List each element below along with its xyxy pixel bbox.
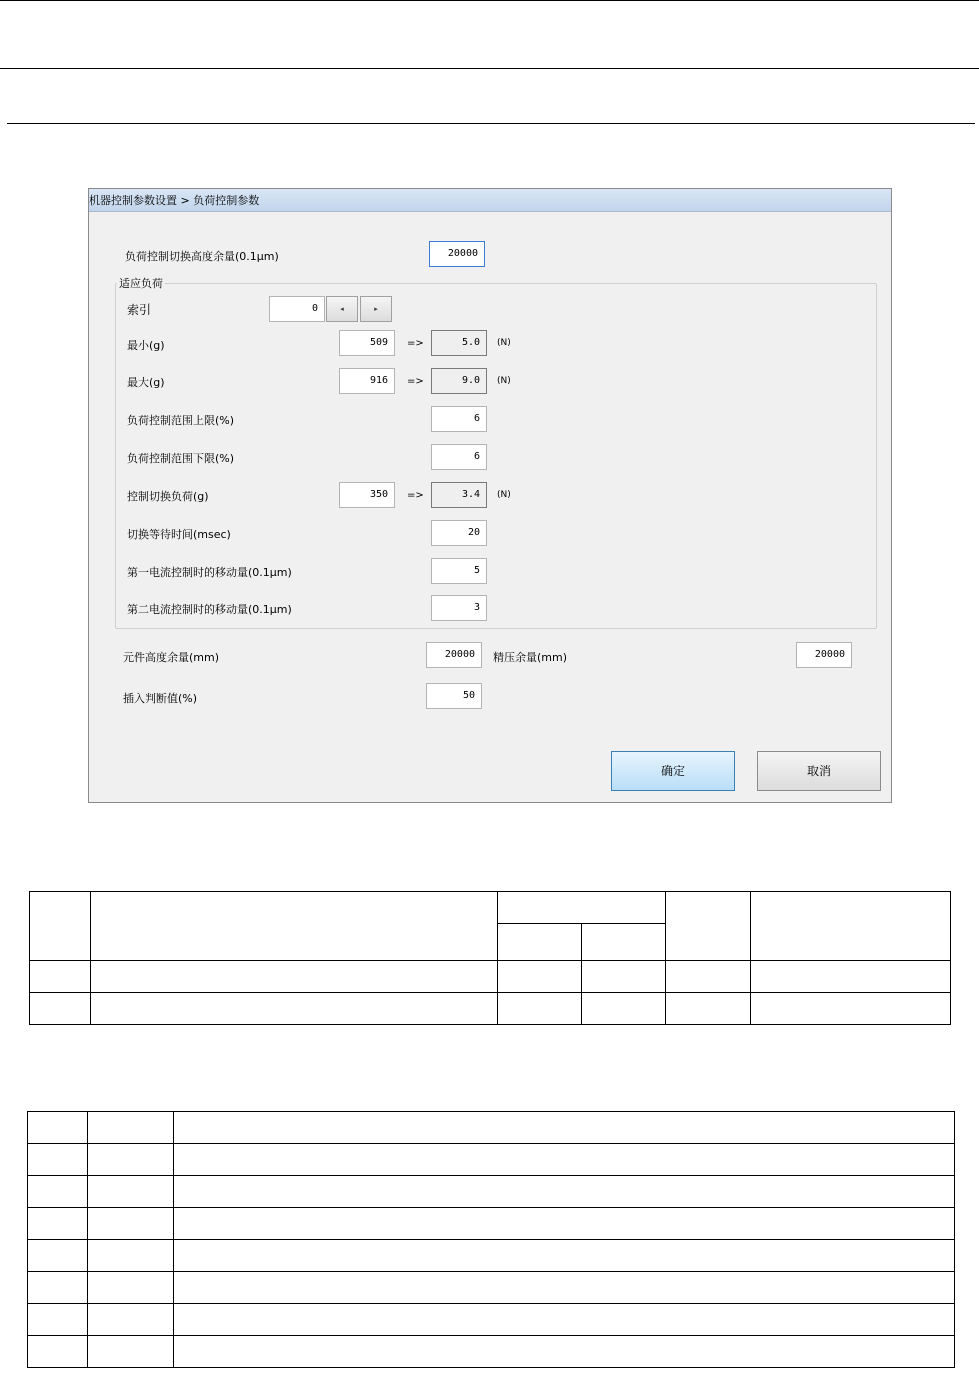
min-load-unit: (N) [497, 338, 511, 348]
index-input[interactable]: 0 [269, 296, 325, 322]
max-load-arrow: => [407, 376, 424, 387]
press-margin-input[interactable]: 20000 [796, 642, 852, 668]
table-row [28, 1208, 955, 1240]
table-cell [751, 892, 951, 961]
table-row [30, 961, 951, 993]
max-load-converted: 9.0 [431, 368, 487, 394]
max-load-unit: (N) [497, 376, 511, 386]
table-row [28, 1336, 955, 1368]
header-rule-top [0, 0, 979, 1]
upper-limit-label: 负荷控制范围上限(%) [127, 414, 235, 427]
dialog-title-bar [89, 189, 891, 212]
second-current-move-label: 第二电流控制时的移动量(0.1μm) [127, 603, 292, 616]
min-load-arrow: => [407, 338, 424, 349]
second-current-move-input[interactable]: 3 [431, 595, 487, 621]
press-margin-label: 精压余量(mm) [493, 651, 568, 664]
upper-limit-input[interactable]: 6 [431, 406, 487, 432]
switch-load-arrow: => [407, 490, 424, 501]
index-prev-button[interactable] [326, 296, 358, 322]
table-cell [91, 892, 498, 961]
table-row [28, 1112, 955, 1144]
switch-height-margin-input[interactable]: 20000 [429, 241, 485, 267]
table-cell [582, 924, 666, 961]
min-load-converted: 5.0 [431, 330, 487, 356]
table-cell [498, 924, 582, 961]
min-load-label: 最小(g) [127, 339, 165, 352]
cancel-button[interactable]: 取消 [757, 751, 881, 791]
max-load-label: 最大(g) [127, 376, 165, 389]
first-current-move-label: 第一电流控制时的移动量(0.1μm) [127, 566, 292, 579]
wait-time-label: 切换等待时间(msec) [127, 528, 231, 541]
table-row [28, 1304, 955, 1336]
header-rule-bottom [7, 123, 975, 124]
switch-height-margin-label: 负荷控制切换高度余量(0.1μm) [125, 250, 279, 263]
dialog-title: 机器控制参数设置 > 负荷控制参数 [89, 194, 260, 207]
index-label: 索引 [127, 303, 152, 317]
switch-load-input[interactable]: 350 [339, 482, 395, 508]
lower-limit-label: 负荷控制范围下限(%) [127, 452, 235, 465]
min-load-input[interactable]: 509 [339, 330, 395, 356]
table-cell [30, 892, 91, 961]
triangle-right-icon: ▸ [374, 305, 378, 313]
insert-threshold-label: 插入判断值(%) [123, 692, 198, 705]
switch-load-unit: (N) [497, 490, 511, 500]
component-height-input[interactable]: 20000 [426, 642, 482, 668]
table-row [28, 1144, 955, 1176]
max-load-input[interactable]: 916 [339, 368, 395, 394]
table-cell [666, 892, 751, 961]
table-row [28, 1240, 955, 1272]
insert-threshold-input[interactable]: 50 [426, 683, 482, 709]
header-rule-middle [0, 68, 979, 69]
table-row [28, 1176, 955, 1208]
table-row [30, 993, 951, 1025]
table-cell [498, 892, 666, 924]
adaptive-load-group-title: 适应负荷 [119, 277, 163, 290]
switch-load-label: 控制切换负荷(g) [127, 490, 209, 503]
table-row [28, 1272, 955, 1304]
load-control-dialog [88, 188, 892, 803]
triangle-left-icon: ◂ [340, 305, 344, 313]
description-table [27, 1111, 955, 1368]
wait-time-input[interactable]: 20 [431, 520, 487, 546]
index-next-button[interactable] [360, 296, 392, 322]
lower-limit-input[interactable]: 6 [431, 444, 487, 470]
first-current-move-input[interactable]: 5 [431, 558, 487, 584]
component-height-label: 元件高度余量(mm) [123, 651, 220, 664]
parameter-table [29, 891, 951, 1025]
ok-button[interactable]: 确定 [611, 751, 735, 791]
switch-load-converted: 3.4 [431, 482, 487, 508]
